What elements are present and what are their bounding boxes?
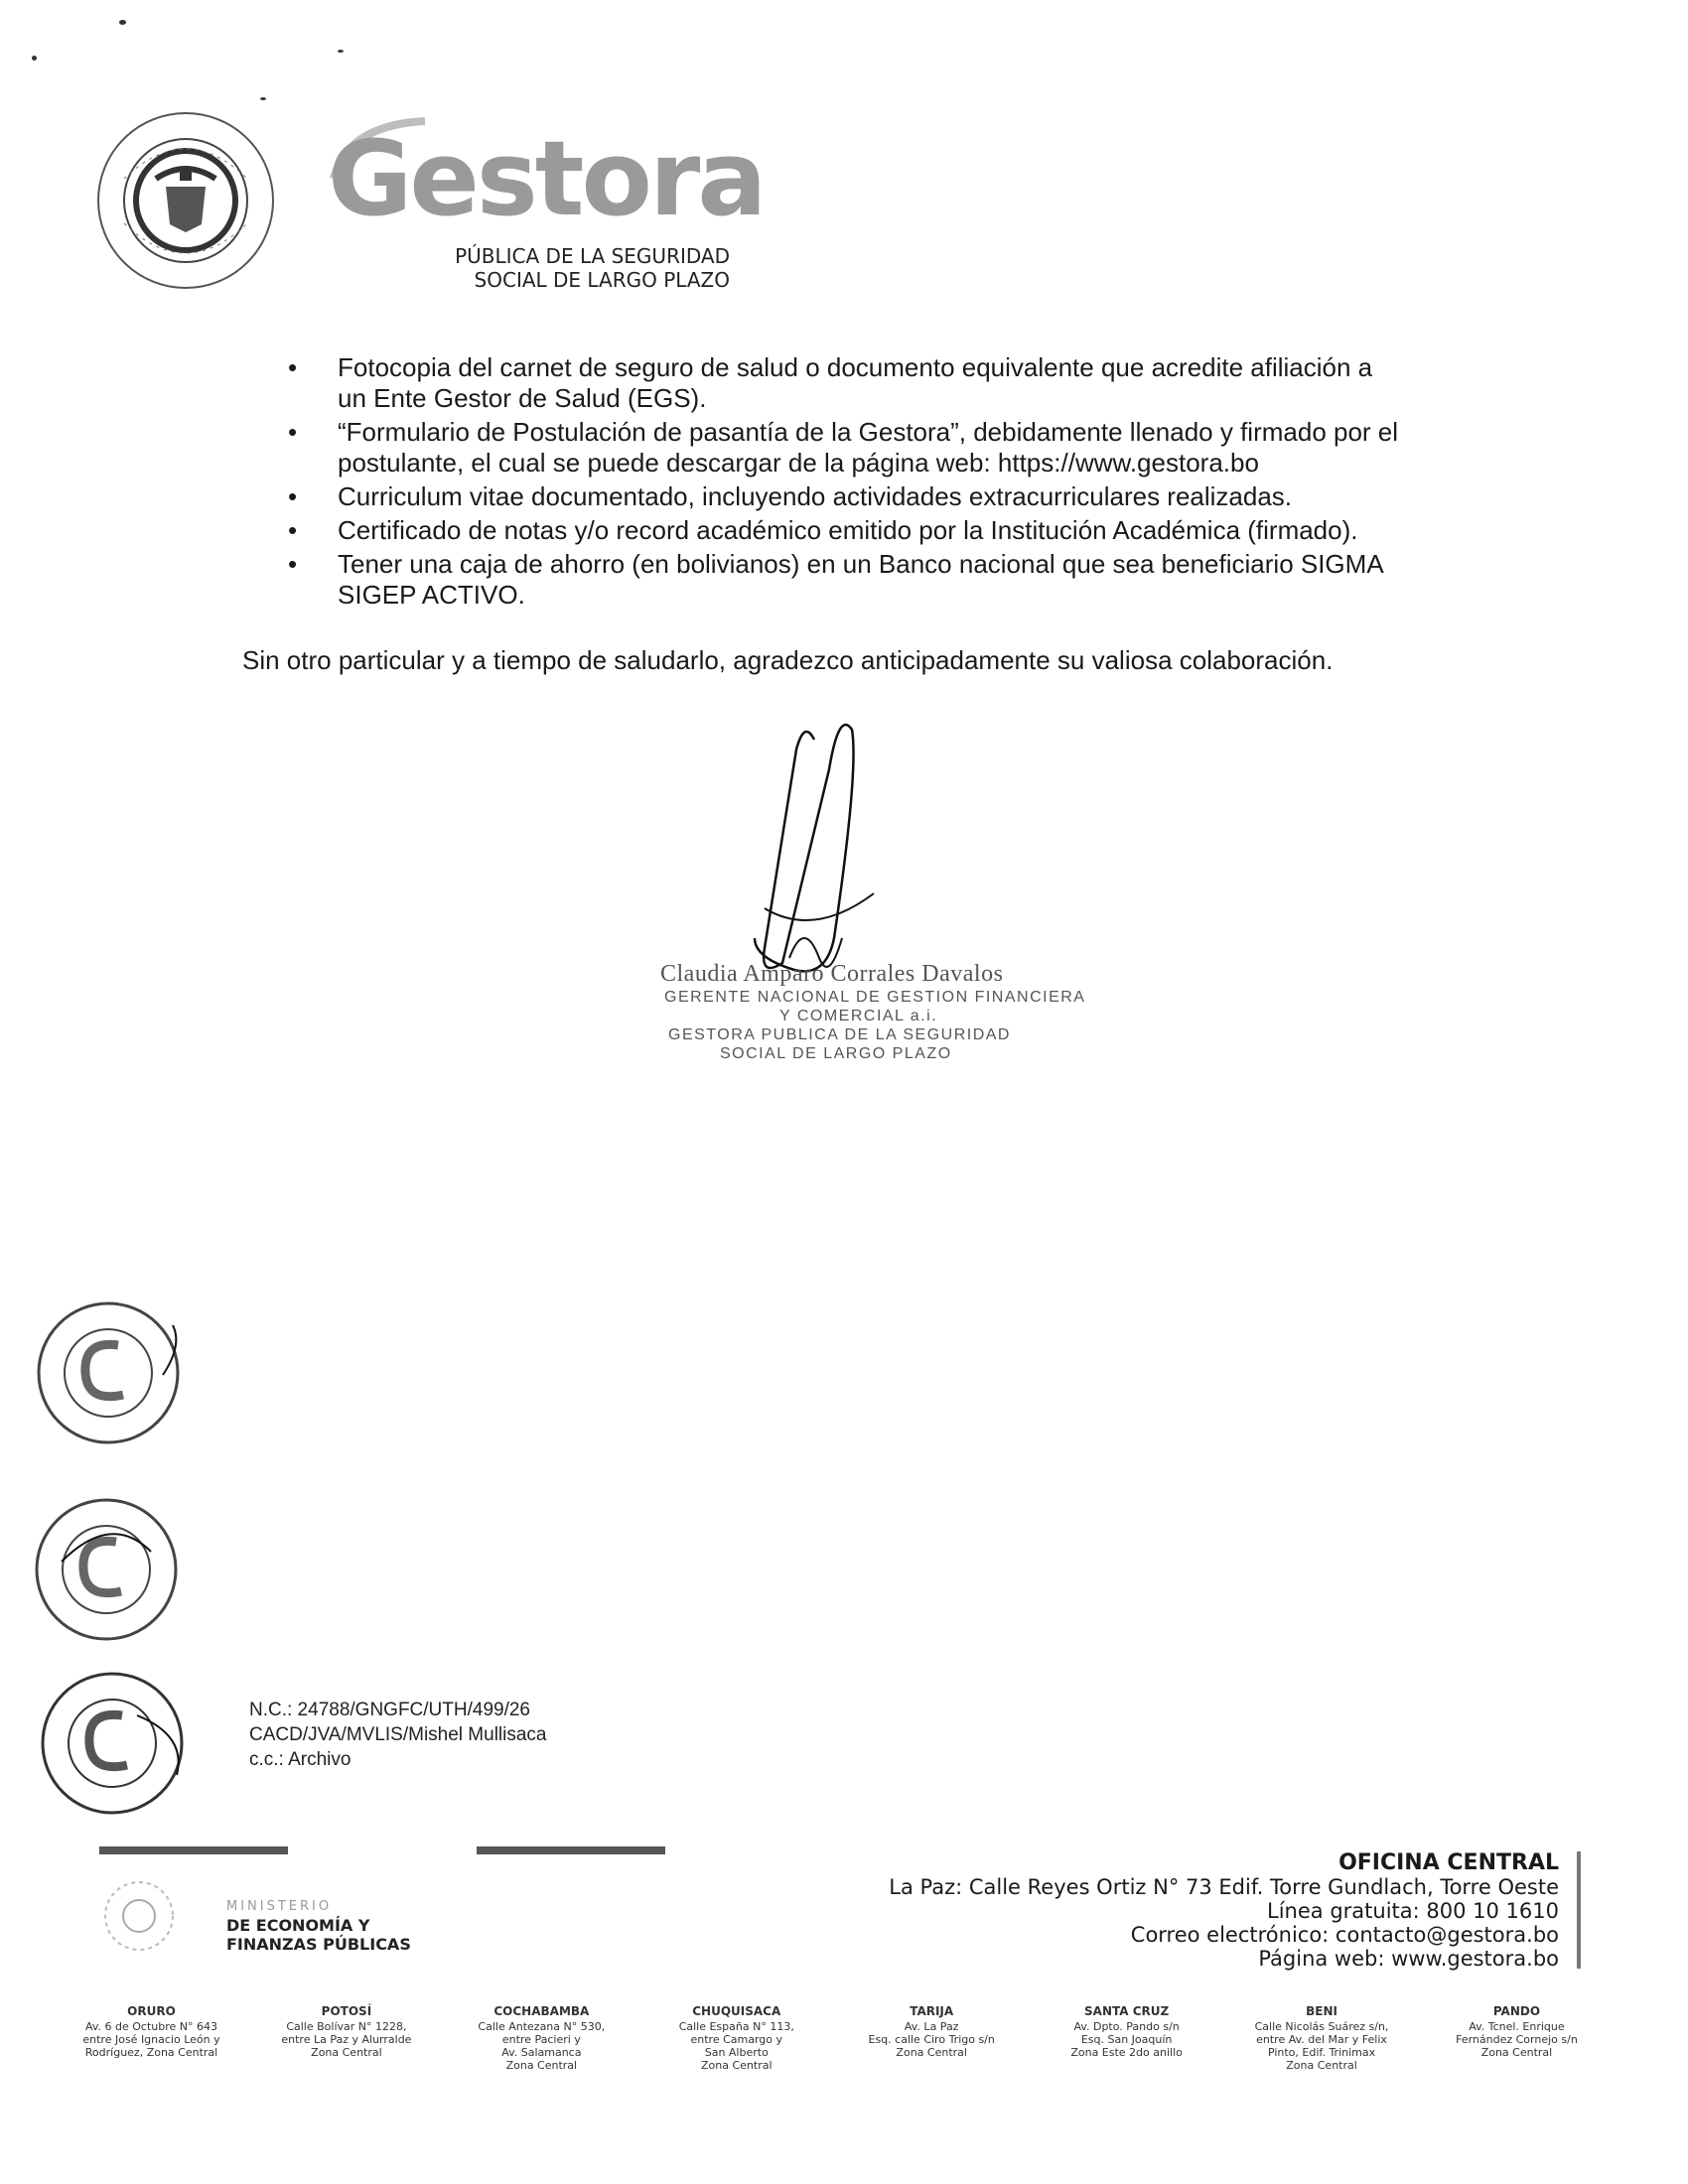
bullet-icon: • bbox=[288, 481, 298, 511]
vobo-stamp-icon bbox=[22, 1482, 196, 1656]
office-email: Correo electrónico: contacto@gestora.bo bbox=[1130, 1923, 1559, 1947]
signer-institution: GESTORA PUBLICA DE LA SEGURIDAD bbox=[668, 1026, 1011, 1043]
branch-beni: BENI Calle Nicolás Suárez s/n, entre Av. del Mar y Felix Pinto, Edif. Trinimax Zona Central bbox=[1254, 2004, 1389, 2072]
reference-number: N.C.: 24788/GNGFC/UTH/499/26 bbox=[249, 1700, 530, 1720]
closing-paragraph: Sin otro particular y a tiempo de saludarlo, agradezco anticipadamente su valiosa colaboración. bbox=[242, 645, 1334, 675]
gestora-logo-subtitle: PÚBLICA DE LA SEGURIDAD SOCIAL DE LARGO PLAZO bbox=[455, 244, 730, 292]
office-phone: Línea gratuita: 800 10 1610 bbox=[1267, 1899, 1559, 1923]
reference-cc: c.c.: Archivo bbox=[249, 1749, 352, 1770]
branch-offices bbox=[70, 2005, 1599, 2072]
footer-rule bbox=[99, 1846, 288, 1854]
branch-potosi: POTOSÍ Calle Bolívar N° 1228, entre La Paz y Alurralde Zona Central bbox=[281, 2004, 412, 2059]
signer-title: GERENTE NACIONAL DE GESTION FINANCIERA bbox=[664, 989, 1086, 1006]
list-item: • Fotocopia del carnet de seguro de salud o documento equivalente que acredite afiliación a un Ente Gestor de Salud (EGS). bbox=[288, 352, 1373, 413]
signer-name: Claudia Amparo Corrales Davalos bbox=[660, 961, 1004, 987]
branch-chuquisaca: CHUQUISACA Calle España N° 113, entre Camargo y San Alberto Zona Central bbox=[678, 2004, 794, 2072]
branch-cochabamba: COCHABAMBA Calle Antezana N° 530, entre Pacieri y Av. Salamanca Zona Central bbox=[478, 2004, 606, 2072]
presidency-seal bbox=[94, 109, 278, 293]
ministry-name: MINISTERIO DE ECONOMÍA Y FINANZAS PÚBLICAS bbox=[226, 1899, 411, 1954]
list-item: • Certificado de notas y/o record académico emitido por la Institución Académica (firmado). bbox=[288, 515, 1358, 545]
scan-speck bbox=[32, 56, 37, 61]
branch-santa-cruz: SANTA CRUZ Av. Dpto. Pando s/n Esq. San Joaquín Zona Este 2do anillo bbox=[1070, 2004, 1183, 2059]
office-address: La Paz: Calle Reyes Ortiz N° 73 Edif. Torre Gundlach, Torre Oeste bbox=[889, 1875, 1559, 1899]
bullet-icon: • bbox=[288, 417, 298, 447]
bullet-icon: • bbox=[288, 515, 298, 545]
gestora-logo: Gestora bbox=[328, 118, 765, 239]
scan-speck bbox=[338, 50, 344, 53]
branch-oruro: ORURO Av. 6 de Octubre N° 643 entre José Ignacio León y Rodríguez, Zona Central bbox=[82, 2004, 220, 2059]
office-web: Página web: www.gestora.bo bbox=[1258, 1947, 1559, 1971]
signer-title: Y COMERCIAL a.i. bbox=[779, 1008, 938, 1024]
footer-rule bbox=[477, 1846, 665, 1854]
vobo-stamp-icon bbox=[24, 1286, 198, 1459]
reference-initials: CACD/JVA/MVLIS/Mishel Mullisaca bbox=[249, 1724, 547, 1745]
requirements-list bbox=[288, 352, 1430, 614]
office-divider bbox=[1577, 1851, 1581, 1969]
branch-pando: PANDO Av. Tcnel. Enrique Fernández Cornejo s/n Zona Central bbox=[1456, 2004, 1578, 2059]
reference-block bbox=[249, 1698, 547, 1772]
list-item: • Tener una caja de ahorro (en bolivianos) en un Banco nacional que sea beneficiario SIGMA SIGEP ACTIVO. bbox=[288, 549, 1384, 610]
bullet-icon: • bbox=[288, 549, 298, 579]
signer-institution: SOCIAL DE LARGO PLAZO bbox=[720, 1045, 952, 1062]
branch-tarija: TARIJA Av. La Paz Esq. calle Ciro Trigo s/n Zona Central bbox=[868, 2004, 995, 2059]
scan-speck bbox=[260, 97, 266, 100]
list-item: • “Formulario de Postulación de pasantía de la Gestora”, debidamente llenado y firmado por el postulante, el cual se puede descargar de la página web: https://www.gestora.bo bbox=[288, 417, 1399, 478]
ministry-emblem-icon bbox=[99, 1876, 179, 1956]
scan-speck bbox=[119, 20, 126, 25]
bullet-icon: • bbox=[288, 352, 298, 382]
list-item: • Curriculum vitae documentado, incluyendo actividades extracurriculares realizadas. bbox=[288, 481, 1293, 511]
signature-stamp bbox=[660, 961, 1086, 1063]
office-title: OFICINA CENTRAL bbox=[1338, 1850, 1559, 1875]
vobo-stamp-icon bbox=[28, 1656, 202, 1830]
central-office bbox=[889, 1851, 1559, 1971]
